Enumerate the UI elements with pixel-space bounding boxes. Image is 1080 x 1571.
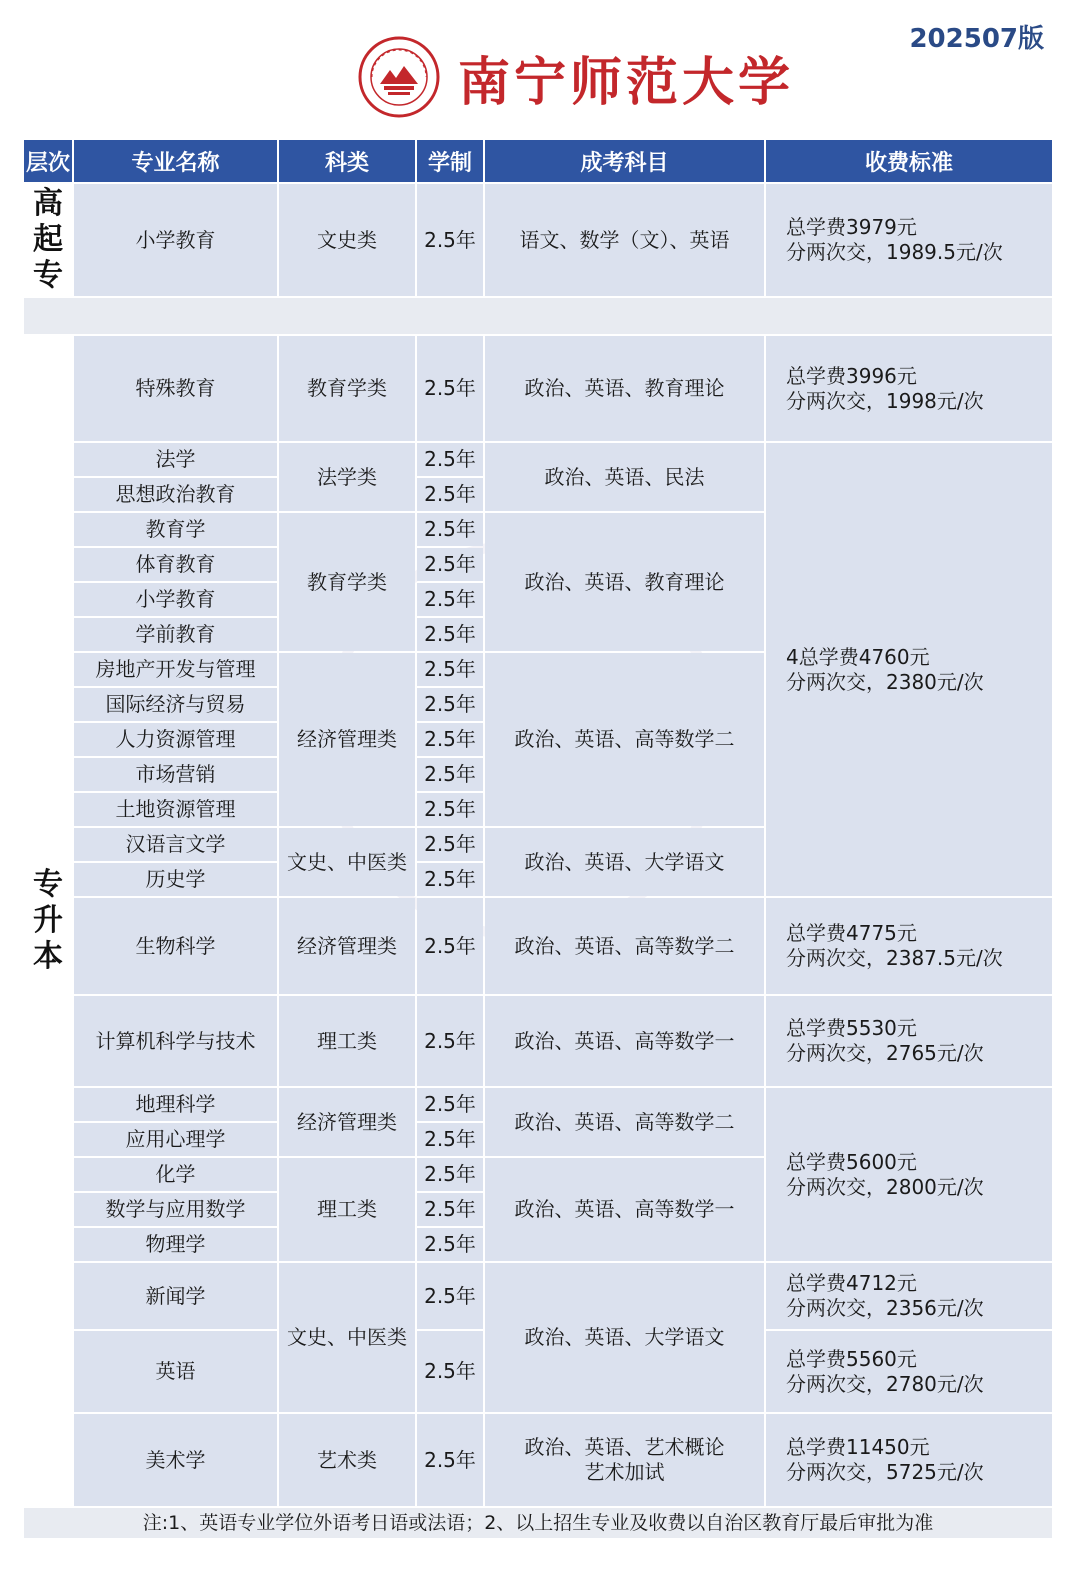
fee-cell	[766, 336, 1052, 441]
table-row	[24, 1088, 1052, 1121]
fee-cell	[766, 1263, 1052, 1329]
major-cell: 思想政治教育	[74, 478, 277, 511]
separator	[24, 298, 1052, 334]
duration-cell: 2.5年	[417, 828, 483, 861]
major-cell: 历史学	[74, 863, 277, 896]
category-cell: 教育学类	[279, 513, 415, 651]
major-cell: 学前教育	[74, 618, 277, 651]
fee-cell	[766, 1088, 1052, 1261]
duration-cell: 2.5年	[417, 898, 483, 994]
major-cell: 小学教育	[74, 184, 277, 296]
major-cell: 教育学	[74, 513, 277, 546]
subjects-cell: 政治、英语、高等数学一	[485, 1158, 764, 1261]
major-cell: 化学	[74, 1158, 277, 1191]
duration-cell: 2.5年	[417, 1193, 483, 1226]
header-level: 层次	[24, 140, 72, 182]
duration-cell: 2.5年	[417, 513, 483, 546]
fee-cell	[766, 184, 1052, 296]
major-cell: 体育教育	[74, 548, 277, 581]
table-row	[24, 336, 1052, 441]
university-title: 南宁师范大学	[458, 52, 795, 113]
fee-cell	[766, 1414, 1052, 1506]
fee-cell	[766, 443, 1052, 896]
fee-split: 分两次交，2780元/次	[786, 1371, 984, 1396]
university-logo	[358, 36, 440, 118]
fee-total: 总学费5560元	[786, 1346, 917, 1371]
fee-split: 分两次交，2800元/次	[786, 1174, 984, 1199]
duration-cell: 2.5年	[417, 1158, 483, 1191]
footnote: 注:1、英语专业学位外语考日语或法语；2、以上招生专业及收费以自治区教育厅最后审批为准	[24, 1508, 1052, 1538]
fee-total: 总学费5530元	[786, 1016, 917, 1040]
table-row	[24, 1263, 1052, 1329]
fee-total: 总学费4775元	[786, 921, 917, 945]
fee-split: 分两次交，2765元/次	[786, 1041, 984, 1065]
table-row	[24, 184, 1052, 296]
duration-cell: 2.5年	[417, 758, 483, 791]
subjects-cell: 政治、英语、大学语文	[485, 828, 764, 896]
major-cell: 法学	[74, 443, 277, 476]
subjects-cell: 语文、数学（文）、英语	[485, 184, 764, 296]
subjects-cell: 政治、英语、高等数学二	[485, 653, 764, 826]
duration-cell: 2.5年	[417, 618, 483, 651]
duration-cell: 2.5年	[417, 688, 483, 721]
category-cell: 法学类	[279, 443, 415, 511]
fee-split: 分两次交，5725元/次	[786, 1460, 984, 1484]
major-cell: 土地资源管理	[74, 793, 277, 826]
duration-cell: 2.5年	[417, 1088, 483, 1121]
header-major: 专业名称	[74, 140, 277, 182]
fee-cell	[766, 1331, 1052, 1412]
major-cell: 计算机科学与技术	[74, 996, 277, 1086]
table-row	[24, 898, 1052, 994]
duration-cell: 2.5年	[417, 1414, 483, 1506]
major-cell: 房地产开发与管理	[74, 653, 277, 686]
major-cell: 美术学	[74, 1414, 277, 1506]
fee-split: 分两次交，1989.5元/次	[786, 240, 1003, 264]
subjects-cell: 政治、英语、教育理论	[485, 336, 764, 441]
fee-total: 总学费3996元	[786, 363, 917, 388]
duration-cell: 2.5年	[417, 1228, 483, 1261]
subjects-cell: 政治、英语、高等数学二	[485, 1088, 764, 1156]
note-row	[24, 1508, 1052, 1538]
major-cell: 特殊教育	[74, 336, 277, 441]
header-category: 科类	[279, 140, 415, 182]
major-cell: 应用心理学	[74, 1123, 277, 1156]
category-cell: 艺术类	[279, 1414, 415, 1506]
fee-total: 总学费3979元	[786, 215, 917, 239]
fee-split: 分两次交，2380元/次	[786, 669, 984, 694]
subjects-line: 艺术加试	[584, 1460, 665, 1484]
category-cell: 经济管理类	[279, 653, 415, 826]
fee-total: 总学费5600元	[786, 1149, 917, 1174]
header-duration: 学制	[417, 140, 483, 182]
major-cell: 市场营销	[74, 758, 277, 791]
duration-cell: 2.5年	[417, 478, 483, 511]
category-cell: 理工类	[279, 996, 415, 1086]
fee-total: 总学费11450元	[786, 1435, 930, 1459]
fee-split: 分两次交，2356元/次	[786, 1296, 984, 1320]
major-cell: 英语	[74, 1331, 277, 1412]
fee-cell	[766, 996, 1052, 1086]
major-cell: 生物科学	[74, 898, 277, 994]
duration-cell: 2.5年	[417, 184, 483, 296]
table-row	[24, 996, 1052, 1086]
fee-split: 分两次交，1998元/次	[786, 388, 984, 413]
duration-cell: 2.5年	[417, 653, 483, 686]
duration-cell: 2.5年	[417, 336, 483, 441]
fee-total: 总学费4712元	[786, 1271, 917, 1295]
category-cell: 理工类	[279, 1158, 415, 1261]
subjects-line: 政治、英语、艺术概论	[524, 1435, 725, 1459]
major-cell: 数学与应用数学	[74, 1193, 277, 1226]
category-cell: 经济管理类	[279, 1088, 415, 1156]
fee-table	[22, 138, 1054, 1540]
level-zsb: 专 升 本	[24, 336, 72, 1506]
header-fee: 收费标准	[766, 140, 1052, 182]
duration-cell: 2.5年	[417, 583, 483, 616]
header-subjects: 成考科目	[485, 140, 764, 182]
level-gqz: 高 起 专	[24, 184, 72, 296]
category-cell: 经济管理类	[279, 898, 415, 994]
duration-cell: 2.5年	[417, 863, 483, 896]
category-cell: 教育学类	[279, 336, 415, 441]
subjects-cell	[485, 1414, 764, 1506]
duration-cell: 2.5年	[417, 723, 483, 756]
category-cell: 文史、中医类	[279, 828, 415, 896]
duration-cell: 2.5年	[417, 443, 483, 476]
major-cell: 地理科学	[74, 1088, 277, 1121]
major-cell: 物理学	[74, 1228, 277, 1261]
duration-cell: 2.5年	[417, 793, 483, 826]
subjects-cell: 政治、英语、教育理论	[485, 513, 764, 651]
major-cell: 新闻学	[74, 1263, 277, 1329]
version-label: 202507版	[909, 24, 1044, 54]
subjects-cell: 政治、英语、高等数学二	[485, 898, 764, 994]
duration-cell: 2.5年	[417, 1263, 483, 1329]
major-cell: 汉语言文学	[74, 828, 277, 861]
major-cell: 人力资源管理	[74, 723, 277, 756]
table-row	[24, 1414, 1052, 1506]
duration-cell: 2.5年	[417, 1123, 483, 1156]
table-row	[24, 443, 1052, 476]
fee-split: 分两次交，2387.5元/次	[786, 946, 1003, 970]
table-header-row	[24, 140, 1052, 182]
major-cell: 小学教育	[74, 583, 277, 616]
fee-cell	[766, 898, 1052, 994]
duration-cell: 2.5年	[417, 548, 483, 581]
category-cell: 文史类	[279, 184, 415, 296]
duration-cell: 2.5年	[417, 1331, 483, 1412]
subjects-cell: 政治、英语、大学语文	[485, 1263, 764, 1412]
major-cell: 国际经济与贸易	[74, 688, 277, 721]
separator-row	[24, 298, 1052, 334]
subjects-cell: 政治、英语、民法	[485, 443, 764, 511]
category-cell: 文史、中医类	[279, 1263, 415, 1412]
duration-cell: 2.5年	[417, 996, 483, 1086]
fee-total: 4总学费4760元	[786, 644, 930, 669]
subjects-cell: 政治、英语、高等数学一	[485, 996, 764, 1086]
